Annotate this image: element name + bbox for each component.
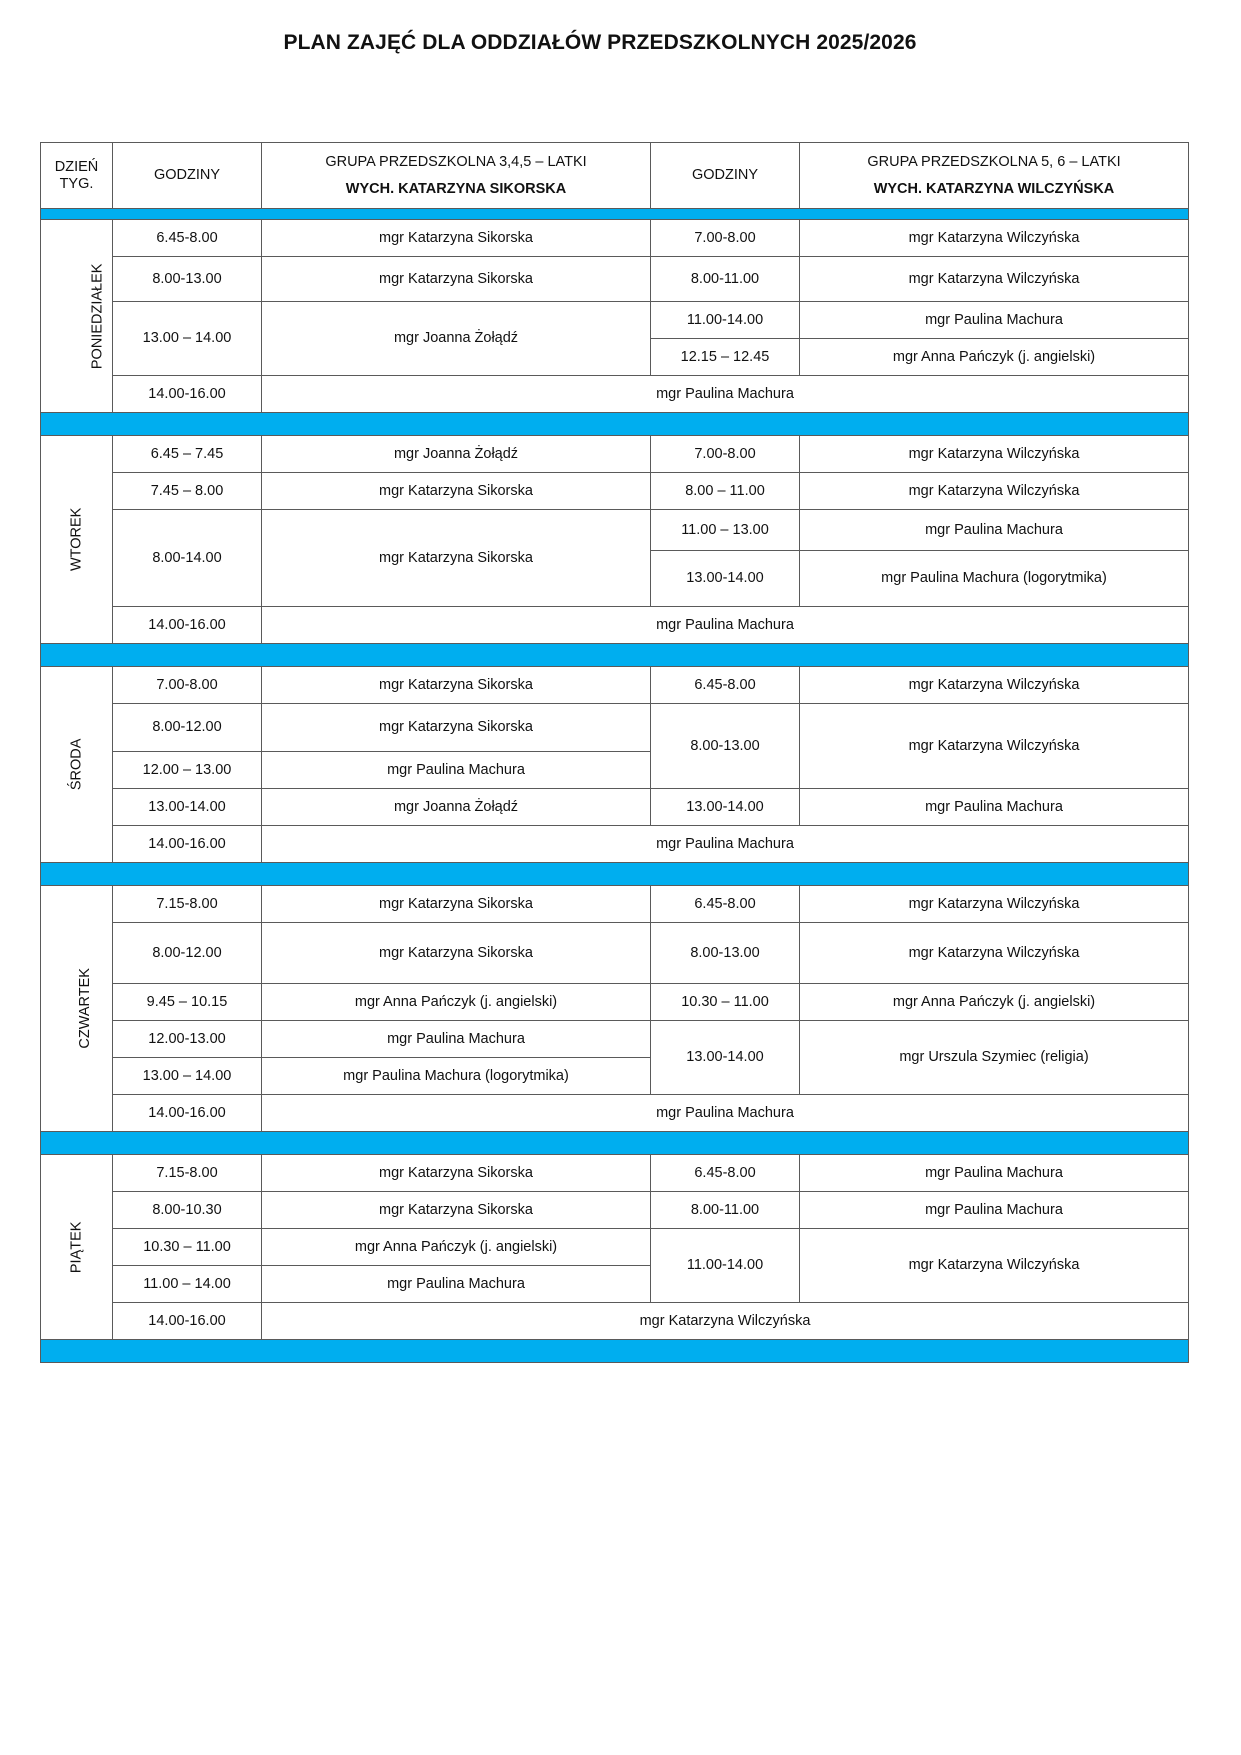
table-row: [41, 1021, 1189, 1058]
hours-b-cell: 8.00 – 11.00: [651, 473, 800, 510]
header-group-b-teacher: WYCH. KATARZYNA WILCZYŃSKA: [873, 180, 1115, 197]
hours-b-cell: 8.00-11.00: [651, 257, 800, 302]
header-group-a-teacher: WYCH. KATARZYNA SIKORSKA: [345, 180, 567, 197]
hours-a-cell: 13.00 – 14.00: [113, 1058, 262, 1095]
separator-bar: [41, 644, 1189, 667]
afternoon-teacher-cell: mgr Paulina Machura: [262, 826, 1189, 863]
hours-b-cell: 11.00 – 13.00: [651, 510, 800, 551]
table-row: [41, 1155, 1189, 1192]
teacher-b-cell: mgr Paulina Machura: [800, 510, 1189, 551]
hours-b-cell: 12.15 – 12.45: [651, 339, 800, 376]
hours-a-cell: 13.00 – 14.00: [113, 302, 262, 376]
separator-bar: [41, 863, 1189, 886]
day-cell-wednesday: [41, 667, 113, 863]
header-hours-b: GODZINY: [651, 143, 800, 209]
hours-b-cell: 7.00-8.00: [651, 220, 800, 257]
page-title: PLAN ZAJĘĆ DLA ODDZIAŁÓW PRZEDSZKOLNYCH 2025/2026: [283, 31, 917, 54]
afternoon-teacher-cell: mgr Paulina Machura: [262, 607, 1189, 644]
table-row: [41, 257, 1189, 302]
teacher-a-cell: mgr Katarzyna Sikorska: [262, 473, 651, 510]
teacher-b-cell: mgr Paulina Machura: [800, 789, 1189, 826]
day-label-tuesday: WTOREK: [68, 507, 85, 572]
teacher-a-cell: mgr Katarzyna Sikorska: [262, 1192, 651, 1229]
table-row: [41, 1095, 1189, 1132]
separator-bar: [41, 1340, 1189, 1363]
hours-a-cell: 8.00-12.00: [113, 704, 262, 752]
teacher-b-cell: mgr Paulina Machura (logorytmika): [800, 551, 1189, 607]
hours-a-cell: 14.00-16.00: [113, 1303, 262, 1340]
teacher-b-cell: mgr Katarzyna Wilczyńska: [800, 704, 1189, 789]
header-group-a-name: GRUPA PRZEDSZKOLNA 3,4,5 – LATKI: [325, 153, 587, 170]
hours-a-cell: 9.45 – 10.15: [113, 984, 262, 1021]
table-row: [41, 473, 1189, 510]
teacher-b-cell: mgr Katarzyna Wilczyńska: [800, 436, 1189, 473]
teacher-a-cell: mgr Anna Pańczyk (j. angielski): [262, 984, 651, 1021]
day-label-thursday: CZWARTEK: [76, 968, 93, 1049]
hours-a-cell: 8.00-10.30: [113, 1192, 262, 1229]
header-group-b: [800, 143, 1189, 209]
separator-bar: [41, 1132, 1189, 1155]
hours-a-cell: 7.00-8.00: [113, 667, 262, 704]
teacher-b-cell: mgr Anna Pańczyk (j. angielski): [800, 339, 1189, 376]
hours-b-cell: 11.00-14.00: [651, 302, 800, 339]
teacher-b-cell: mgr Katarzyna Wilczyńska: [800, 1229, 1189, 1303]
teacher-a-cell: mgr Katarzyna Sikorska: [262, 1155, 651, 1192]
teacher-b-cell: mgr Paulina Machura: [800, 1155, 1189, 1192]
table-row: [41, 789, 1189, 826]
teacher-a-cell: mgr Katarzyna Sikorska: [262, 510, 651, 607]
teacher-b-cell: mgr Anna Pańczyk (j. angielski): [800, 984, 1189, 1021]
hours-a-cell: 7.15-8.00: [113, 1155, 262, 1192]
hours-b-cell: 6.45-8.00: [651, 667, 800, 704]
day-label-monday: PONIEDZIAŁEK: [89, 263, 106, 369]
teacher-b-cell: mgr Urszula Szymiec (religia): [800, 1021, 1189, 1095]
hours-b-cell: 6.45-8.00: [651, 886, 800, 923]
header-row: [41, 143, 1189, 209]
table-row: [41, 376, 1189, 413]
table-row: [41, 607, 1189, 644]
hours-a-cell: 7.45 – 8.00: [113, 473, 262, 510]
teacher-a-cell: mgr Joanna Żołądź: [262, 436, 651, 473]
day-label-friday: PIĄTEK: [68, 1221, 85, 1273]
teacher-b-cell: mgr Paulina Machura: [800, 1192, 1189, 1229]
teacher-a-cell: mgr Anna Pańczyk (j. angielski): [262, 1229, 651, 1266]
teacher-a-cell: mgr Joanna Żołądź: [262, 789, 651, 826]
teacher-b-cell: mgr Katarzyna Wilczyńska: [800, 886, 1189, 923]
table-row: [41, 510, 1189, 551]
schedule-table: [40, 142, 1189, 1363]
table-row: [41, 984, 1189, 1021]
table-row: [41, 302, 1189, 339]
header-group-b-name: GRUPA PRZEDSZKOLNA 5, 6 – LATKI: [867, 153, 1121, 170]
teacher-a-cell: mgr Katarzyna Sikorska: [262, 667, 651, 704]
teacher-b-cell: mgr Katarzyna Wilczyńska: [800, 923, 1189, 984]
hours-a-cell: 7.15-8.00: [113, 886, 262, 923]
afternoon-teacher-cell: mgr Katarzyna Wilczyńska: [262, 1303, 1189, 1340]
teacher-a-cell: mgr Katarzyna Sikorska: [262, 886, 651, 923]
separator-bar: [41, 209, 1189, 220]
day-cell-thursday: [41, 886, 113, 1132]
hours-a-cell: 12.00-13.00: [113, 1021, 262, 1058]
table-row: [41, 1192, 1189, 1229]
header-day-line2: TYG.: [59, 175, 94, 192]
hours-a-cell: 12.00 – 13.00: [113, 752, 262, 789]
separator-bar: [41, 413, 1189, 436]
teacher-a-cell: mgr Paulina Machura: [262, 752, 651, 789]
hours-a-cell: 6.45 – 7.45: [113, 436, 262, 473]
hours-b-cell: 13.00-14.00: [651, 789, 800, 826]
teacher-a-cell: mgr Paulina Machura (logorytmika): [262, 1058, 651, 1095]
teacher-a-cell: mgr Katarzyna Sikorska: [262, 923, 651, 984]
hours-b-cell: 8.00-13.00: [651, 704, 800, 789]
table-row: [41, 436, 1189, 473]
day-cell-friday: [41, 1155, 113, 1340]
hours-b-cell: 13.00-14.00: [651, 551, 800, 607]
teacher-a-cell: mgr Joanna Żołądź: [262, 302, 651, 376]
header-group-a: [262, 143, 651, 209]
teacher-a-cell: mgr Paulina Machura: [262, 1021, 651, 1058]
teacher-a-cell: mgr Katarzyna Sikorska: [262, 257, 651, 302]
teacher-a-cell: mgr Paulina Machura: [262, 1266, 651, 1303]
header-day-cell: [41, 143, 113, 209]
hours-b-cell: 8.00-11.00: [651, 1192, 800, 1229]
afternoon-teacher-cell: mgr Paulina Machura: [262, 376, 1189, 413]
hours-a-cell: 8.00-12.00: [113, 923, 262, 984]
teacher-b-cell: mgr Katarzyna Wilczyńska: [800, 220, 1189, 257]
table-row: [41, 667, 1189, 704]
teacher-a-cell: mgr Katarzyna Sikorska: [262, 220, 651, 257]
table-row: [41, 886, 1189, 923]
teacher-b-cell: mgr Paulina Machura: [800, 302, 1189, 339]
hours-b-cell: 7.00-8.00: [651, 436, 800, 473]
hours-a-cell: 14.00-16.00: [113, 376, 262, 413]
hours-a-cell: 6.45-8.00: [113, 220, 262, 257]
hours-b-cell: 13.00-14.00: [651, 1021, 800, 1095]
hours-a-cell: 14.00-16.00: [113, 607, 262, 644]
header-hours-a: GODZINY: [113, 143, 262, 209]
hours-b-cell: 11.00-14.00: [651, 1229, 800, 1303]
teacher-b-cell: mgr Katarzyna Wilczyńska: [800, 257, 1189, 302]
table-row: [41, 220, 1189, 257]
hours-b-cell: 8.00-13.00: [651, 923, 800, 984]
hours-b-cell: 10.30 – 11.00: [651, 984, 800, 1021]
hours-b-cell: 6.45-8.00: [651, 1155, 800, 1192]
hours-a-cell: 13.00-14.00: [113, 789, 262, 826]
table-row: [41, 704, 1189, 752]
table-row: [41, 1303, 1189, 1340]
hours-a-cell: 14.00-16.00: [113, 826, 262, 863]
hours-a-cell: 8.00-14.00: [113, 510, 262, 607]
day-cell-tuesday: [41, 436, 113, 644]
hours-a-cell: 14.00-16.00: [113, 1095, 262, 1132]
day-cell-monday: [41, 220, 113, 413]
afternoon-teacher-cell: mgr Paulina Machura: [262, 1095, 1189, 1132]
teacher-a-cell: mgr Katarzyna Sikorska: [262, 704, 651, 752]
table-row: [41, 1229, 1189, 1266]
teacher-b-cell: mgr Katarzyna Wilczyńska: [800, 473, 1189, 510]
header-day-line1: DZIEŃ: [54, 158, 99, 175]
table-row: [41, 923, 1189, 984]
table-row: [41, 826, 1189, 863]
hours-a-cell: 11.00 – 14.00: [113, 1266, 262, 1303]
day-label-wednesday: ŚRODA: [68, 738, 85, 791]
hours-a-cell: 10.30 – 11.00: [113, 1229, 262, 1266]
hours-a-cell: 8.00-13.00: [113, 257, 262, 302]
teacher-b-cell: mgr Katarzyna Wilczyńska: [800, 667, 1189, 704]
